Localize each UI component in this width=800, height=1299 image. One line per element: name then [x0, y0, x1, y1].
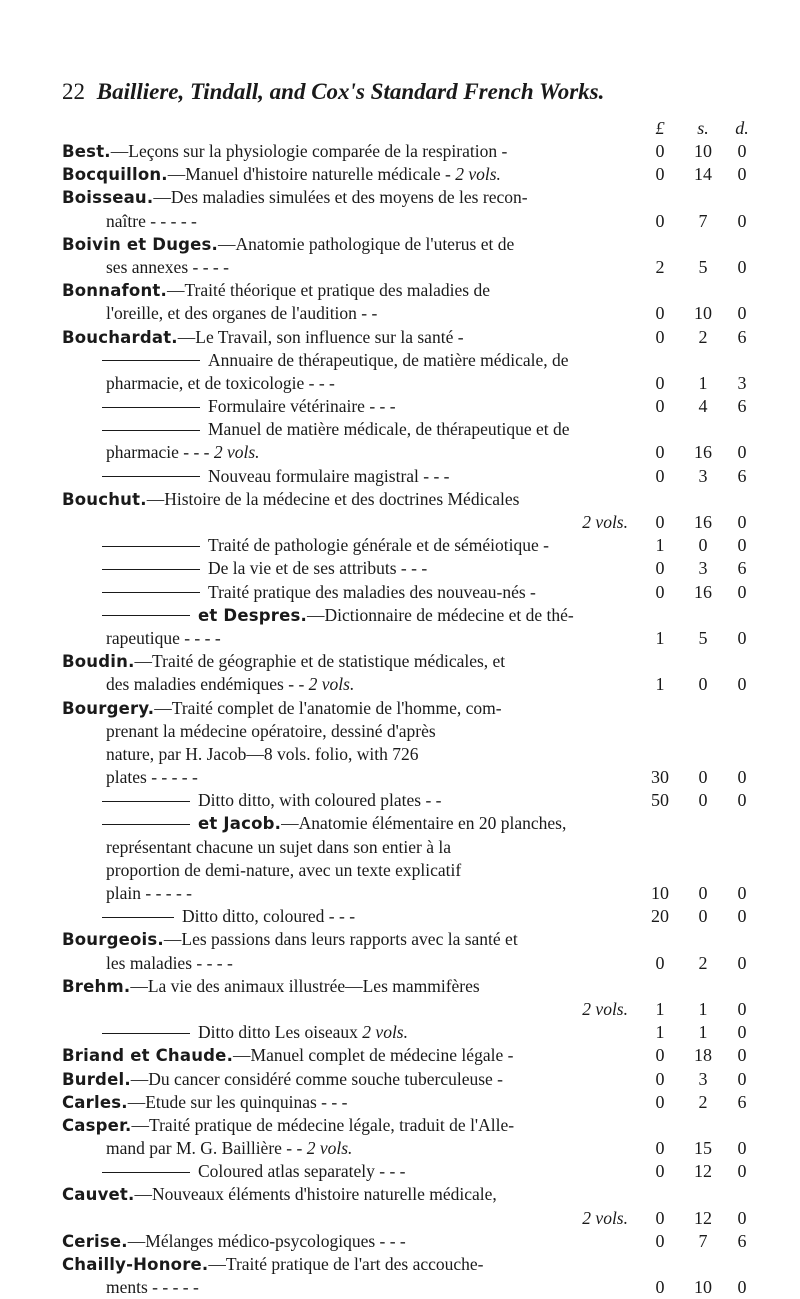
catalog-line [0, 627, 800, 650]
price-pounds: 1 [655, 535, 665, 556]
entry-text [62, 488, 519, 511]
title-text: —Anatomie élémentaire en 20 planches, [281, 813, 567, 834]
price-pence: 0 [737, 883, 747, 903]
title-text: —Manuel d'histoire naturelle médicale - [167, 164, 456, 185]
ditto-dash [102, 546, 200, 547]
entry-text [106, 210, 197, 233]
price-pounds: 0 [655, 141, 665, 161]
price-shillings: 1 [698, 372, 708, 393]
price-shillings: 4 [698, 396, 708, 417]
price-pence: 6 [737, 326, 747, 347]
ditto-dash [102, 917, 174, 918]
continuation-text: mand par M. G. Baillière - - [106, 1138, 307, 1159]
title-text: —Traité de géographie et de statistique médicales, et [134, 651, 506, 672]
price-shillings: 3 [698, 558, 708, 579]
author-name: Chailly-Honore. [62, 1255, 209, 1274]
price-pence: 0 [737, 442, 747, 463]
author-name: Brehm. [62, 976, 131, 996]
catalog-line [0, 928, 800, 951]
price-pounds: 0 [655, 581, 665, 602]
price-pounds: 30 [651, 767, 669, 788]
catalog-line [0, 1160, 800, 1183]
title-text: —Des maladies simulées et des moyens de les recon- [153, 187, 528, 208]
catalog-line [0, 279, 800, 302]
price-shillings: 5 [698, 627, 708, 648]
price-pounds: 0 [655, 1138, 665, 1159]
price-pence: 0 [737, 256, 747, 277]
catalog-line [0, 302, 800, 325]
price-pounds: 0 [655, 558, 665, 579]
price-shillings: 0 [698, 767, 708, 788]
title-text: —Les passions dans leurs rapports avec la santé et [163, 929, 518, 950]
price-pence: 0 [737, 1161, 747, 1182]
entry-text [62, 1183, 497, 1206]
volume-count: 2 vols. [308, 674, 355, 695]
catalog-line [0, 186, 800, 209]
entry-text [106, 256, 229, 279]
price-shillings: 10 [694, 303, 712, 324]
price-shillings: 10 [694, 141, 712, 161]
continuation-text: rapeutique - - - - [106, 627, 221, 648]
price-shillings: 18 [694, 1045, 712, 1066]
entry-text [62, 1068, 503, 1091]
entry-text [62, 140, 507, 163]
price-pence: 0 [737, 303, 747, 324]
title-text: Manuel de matière médicale, de thérapeutique et de [208, 419, 570, 440]
ditto-dash [102, 592, 200, 593]
price-pounds: 0 [655, 1068, 665, 1089]
price-shillings: 10 [694, 1277, 712, 1298]
catalog-line [0, 441, 800, 464]
catalog-line [0, 557, 800, 580]
title-text: Nouveau formulaire magistral - - - [208, 465, 450, 486]
entry-text [62, 279, 490, 302]
price-pounds: 0 [655, 1045, 665, 1066]
volume-count: 2 vols. [582, 512, 628, 532]
volume-count: 2 vols. [582, 1207, 628, 1228]
price-shillings: 0 [698, 906, 708, 927]
entry-text [62, 326, 464, 349]
continuation-text: plates - - - - - [106, 767, 198, 788]
entry-text [102, 581, 536, 604]
title-text: —Histoire de la médecine et des doctrines Médicales [146, 488, 520, 509]
title-text: —Anatomie pathologique de l'uterus et de [218, 233, 515, 254]
entry-text [62, 1230, 406, 1253]
author-name: Boudin. [62, 652, 135, 672]
author-name: Best. [62, 142, 111, 161]
continuation-text: naître - - - - - [106, 210, 197, 231]
catalog-line [0, 812, 800, 835]
price-pence: 6 [737, 396, 747, 417]
entry-text [106, 882, 192, 905]
price-pence: 0 [737, 767, 747, 788]
ditto-dash [102, 407, 200, 408]
volume-count: 2 vols. [362, 1022, 408, 1043]
price-pence: 0 [737, 790, 747, 811]
entry-text [62, 1114, 514, 1137]
continuation-text: l'oreille, et des organes de l'audition - - [106, 303, 378, 324]
shillings-heading: s. [697, 118, 709, 138]
entry-text [62, 163, 501, 186]
catalog-line [0, 604, 800, 627]
volume-count: 2 vols. [582, 998, 628, 1019]
price-pounds: 0 [655, 1161, 665, 1182]
price-shillings: 16 [694, 442, 712, 463]
entry-text [102, 1021, 408, 1044]
price-pounds: 0 [655, 1207, 665, 1228]
ditto-dash [102, 615, 190, 616]
price-pounds: 0 [655, 372, 665, 393]
entry-text [106, 302, 377, 325]
title-text: —Du cancer considéré comme souche tuberculeuse - [130, 1068, 503, 1089]
catalog-line [0, 882, 800, 905]
continuation-text: ments - - - - - [106, 1277, 199, 1298]
catalog-line [0, 1253, 800, 1276]
price-pence: 0 [737, 1068, 747, 1089]
continuation-text: proportion de demi-nature, avec un texte explicatif [106, 859, 462, 880]
price-pounds: 10 [651, 883, 669, 903]
catalog-line [0, 418, 800, 441]
price-pence: 0 [737, 210, 747, 231]
catalog-line [0, 140, 800, 163]
price-pence: 6 [737, 1230, 747, 1251]
price-pounds: 0 [655, 164, 665, 185]
title-text: Ditto ditto Les oiseaux [198, 1022, 363, 1043]
catalog-line [0, 349, 800, 372]
catalog-line [0, 511, 800, 534]
price-shillings: 0 [698, 535, 708, 556]
title-text: Formulaire vétérinaire - - - [208, 396, 396, 417]
price-pence: 0 [737, 581, 747, 602]
price-pence: 0 [737, 998, 747, 1019]
price-shillings: 16 [694, 581, 712, 602]
entry-text [106, 441, 260, 464]
catalog-line [0, 395, 800, 418]
price-shillings: 12 [694, 1207, 712, 1228]
title-text: —Etude sur les quinquinas - - - [127, 1091, 348, 1112]
entry-text [102, 604, 574, 627]
catalog-line [0, 697, 800, 720]
continuation-text: des maladies endémiques - - [106, 674, 309, 695]
title-text: Traité pratique des maladies des nouveau-nés - [208, 581, 536, 602]
continuation-text: représentant chacune un sujet dans son entier à la [106, 836, 452, 857]
catalog-line [0, 859, 800, 882]
title-text: —Leçons sur la physiologie comparée de la respiration - [110, 141, 508, 161]
entry-text [106, 673, 354, 696]
ditto-dash [102, 430, 200, 431]
continuation-text: nature, par H. Jacob—8 vols. folio, with 726 [106, 743, 419, 764]
entry-text [102, 789, 442, 812]
title-text: Annuaire de thérapeutique, de matière médicale, de [208, 349, 569, 370]
price-pounds: 0 [655, 326, 665, 347]
entry-text [106, 1137, 352, 1160]
catalog-line [0, 256, 800, 279]
price-pounds: 1 [655, 998, 665, 1019]
price-pounds: 0 [655, 1091, 665, 1112]
price-pounds: 1 [655, 674, 665, 695]
catalog-line [0, 488, 800, 511]
entry-text [102, 418, 570, 441]
entry-text [102, 395, 396, 418]
entry-text [62, 1044, 513, 1067]
ditto-dash [102, 569, 200, 570]
price-pence: 0 [737, 1277, 747, 1298]
title-text: —Dictionnaire de médecine et de thé- [306, 604, 574, 625]
continuation-text: pharmacie, et de toxicologie - - - [106, 372, 335, 393]
title-text: —Traité théorique et pratique des maladies de [166, 280, 490, 301]
price-pounds: 0 [655, 396, 665, 417]
catalog-line [0, 233, 800, 256]
price-shillings: 3 [698, 1068, 708, 1089]
entry-text [106, 836, 451, 859]
title-text: —Traité pratique de médecine légale, traduit de l'Alle- [131, 1114, 515, 1135]
entry-text [106, 372, 335, 395]
entry-text [106, 627, 221, 650]
catalog-line [0, 1207, 800, 1230]
price-shillings: 14 [694, 164, 712, 185]
catalog-line [0, 1276, 800, 1299]
entry-text [102, 534, 549, 557]
price-shillings: 12 [694, 1161, 712, 1182]
entry-text [106, 766, 198, 789]
catalog-line [0, 836, 800, 859]
author-name: Bourgeois. [62, 930, 164, 950]
continuation-text: les maladies - - - - [106, 952, 233, 973]
title-text: —Manuel complet de médecine légale - [233, 1045, 514, 1066]
author-name: Carles. [62, 1092, 128, 1112]
catalog-line [0, 1114, 800, 1137]
catalog-line [0, 1044, 800, 1067]
author-name: et Jacob. [198, 814, 282, 834]
continuation-text: pharmacie - - - [106, 442, 214, 463]
catalog-line [0, 998, 800, 1021]
price-shillings: 2 [698, 326, 708, 347]
catalog-entries [0, 140, 800, 1299]
entry-text [102, 465, 450, 488]
price-shillings: 7 [698, 210, 708, 231]
catalog-line [0, 673, 800, 696]
author-name: et Despres. [198, 605, 307, 625]
catalog-line [0, 1137, 800, 1160]
price-pence: 0 [737, 952, 747, 973]
price-shillings: 3 [698, 465, 708, 486]
price-pence: 0 [737, 535, 747, 556]
catalog-line [0, 534, 800, 557]
ditto-dash [102, 824, 190, 825]
page-header [62, 78, 742, 106]
price-pounds: 0 [655, 210, 665, 231]
title-text: —Le Travail, son influence sur la santé - [177, 326, 464, 347]
entry-text [62, 928, 518, 951]
title-text: —Traité pratique de l'art des accouche- [208, 1254, 484, 1274]
continuation-text: ses annexes - - - - [106, 256, 229, 277]
price-pounds: 20 [651, 906, 669, 927]
catalog-line [0, 1068, 800, 1091]
price-pounds: 50 [651, 790, 669, 811]
price-pounds: 0 [655, 1277, 665, 1298]
pounds-heading: £ [655, 118, 665, 138]
entry-text [102, 905, 355, 928]
price-pence: 0 [737, 164, 747, 185]
price-pence: 6 [737, 1091, 747, 1112]
price-pence: 0 [737, 1207, 747, 1228]
catalog-line [0, 163, 800, 186]
ditto-dash [102, 476, 200, 477]
entry-text [62, 697, 502, 720]
continuation-text: prenant la médecine opératoire, dessiné d'après [106, 720, 436, 741]
price-pounds: 1 [655, 1022, 665, 1043]
catalog-line [0, 1091, 800, 1114]
entry-text [106, 743, 419, 766]
volume-count: 2 vols. [306, 1138, 353, 1159]
price-pence: 0 [737, 512, 747, 532]
price-pence: 0 [737, 1138, 747, 1159]
title-text: Ditto ditto, coloured - - - [182, 906, 356, 927]
entry-text [102, 557, 427, 580]
price-pence: 0 [737, 141, 747, 161]
price-shillings: 0 [698, 883, 708, 903]
title-text: —La vie des animaux illustrée—Les mammifères [130, 975, 480, 996]
title-text: Traité de pathologie générale et de séméiotique - [208, 535, 549, 556]
title-text: Coloured atlas separately - - - [198, 1161, 406, 1182]
catalog-line [0, 720, 800, 743]
catalog-line [0, 326, 800, 349]
ditto-dash [102, 1172, 190, 1173]
author-name: Burdel. [62, 1069, 131, 1089]
catalog-line [0, 465, 800, 488]
catalog-line [0, 743, 800, 766]
price-shillings: 7 [698, 1230, 708, 1251]
catalog-line [0, 1021, 800, 1044]
title-text: —Mélanges médico-psycologiques - - - [127, 1230, 406, 1251]
entry-text [106, 952, 233, 975]
catalog-line [0, 905, 800, 928]
entry-text [62, 1253, 484, 1276]
volume-count: 2 vols. [455, 164, 501, 185]
entry-text [62, 975, 480, 998]
author-name: Briand et Chaude. [62, 1046, 234, 1066]
catalog-line [0, 1230, 800, 1253]
price-pence: 6 [737, 558, 747, 579]
price-shillings: 0 [698, 674, 708, 695]
title-text: Ditto ditto, with coloured plates - - [198, 790, 442, 811]
title-text: De la vie et de ses attributs - - - [208, 558, 428, 579]
entry-text [62, 650, 505, 673]
catalog-line [0, 210, 800, 233]
price-pence: 3 [737, 372, 747, 393]
price-pounds: 0 [655, 303, 665, 324]
price-pounds: 0 [655, 1230, 665, 1251]
price-shillings: 1 [698, 1022, 708, 1043]
entry-text [106, 1276, 199, 1299]
catalog-line [0, 766, 800, 789]
price-pence: 0 [737, 627, 747, 648]
entry-text [106, 859, 461, 882]
author-name: Boisseau. [62, 188, 154, 208]
title-text: —Nouveaux éléments d'histoire naturelle médicale, [134, 1184, 497, 1205]
price-pounds: 0 [655, 465, 665, 486]
price-pence: 0 [737, 674, 747, 695]
price-shillings: 2 [698, 1091, 708, 1112]
author-name: Bocquillon. [62, 165, 168, 185]
price-pounds: 0 [655, 512, 665, 532]
catalog-line [0, 372, 800, 395]
entry-text [102, 349, 569, 372]
price-pence: 6 [737, 465, 747, 486]
price-pounds: 2 [655, 256, 665, 277]
author-name: Bonnafont. [62, 281, 167, 301]
ditto-dash [102, 1033, 190, 1034]
price-shillings: 5 [698, 256, 708, 277]
page-number: 22 [62, 79, 85, 104]
catalog-line [0, 975, 800, 998]
volume-count: 2 vols. [213, 442, 260, 463]
price-pounds: 0 [655, 952, 665, 973]
entry-text [62, 1091, 347, 1114]
price-shillings: 1 [698, 998, 708, 1019]
price-shillings: 0 [698, 790, 708, 811]
entry-text [102, 1160, 406, 1183]
catalog-line [0, 789, 800, 812]
price-shillings: 2 [698, 952, 708, 973]
price-pence: 0 [737, 1022, 747, 1043]
price-pence: 0 [737, 906, 747, 927]
price-shillings: 16 [694, 512, 712, 532]
entry-text [102, 812, 566, 835]
page-title: Bailliere, Tindall, and Cox's Standard French Works. [96, 79, 605, 104]
ditto-dash [102, 801, 190, 802]
pence-heading: d. [735, 118, 749, 138]
catalog-line [0, 650, 800, 673]
price-pence: 0 [737, 1045, 747, 1066]
author-name: Cauvet. [62, 1185, 135, 1205]
entry-text [62, 233, 514, 256]
title-text: —Traité complet de l'anatomie de l'homme, com- [154, 697, 502, 718]
price-pounds: 0 [655, 442, 665, 463]
ditto-dash [102, 360, 200, 361]
catalog-line [0, 581, 800, 604]
author-name: Casper. [62, 1115, 132, 1135]
continuation-text: plain - - - - - [106, 883, 193, 903]
author-name: Bourgery. [62, 698, 155, 718]
catalog-line [0, 952, 800, 975]
author-name: Cerise. [62, 1231, 128, 1251]
price-pounds: 1 [655, 627, 665, 648]
entry-text [106, 720, 436, 743]
catalog-line [0, 1183, 800, 1206]
entry-text [62, 186, 528, 209]
author-name: Boivin et Duges. [62, 234, 219, 254]
author-name: Bouchut. [62, 489, 147, 509]
price-shillings: 15 [694, 1138, 712, 1159]
author-name: Bouchardat. [62, 327, 178, 347]
